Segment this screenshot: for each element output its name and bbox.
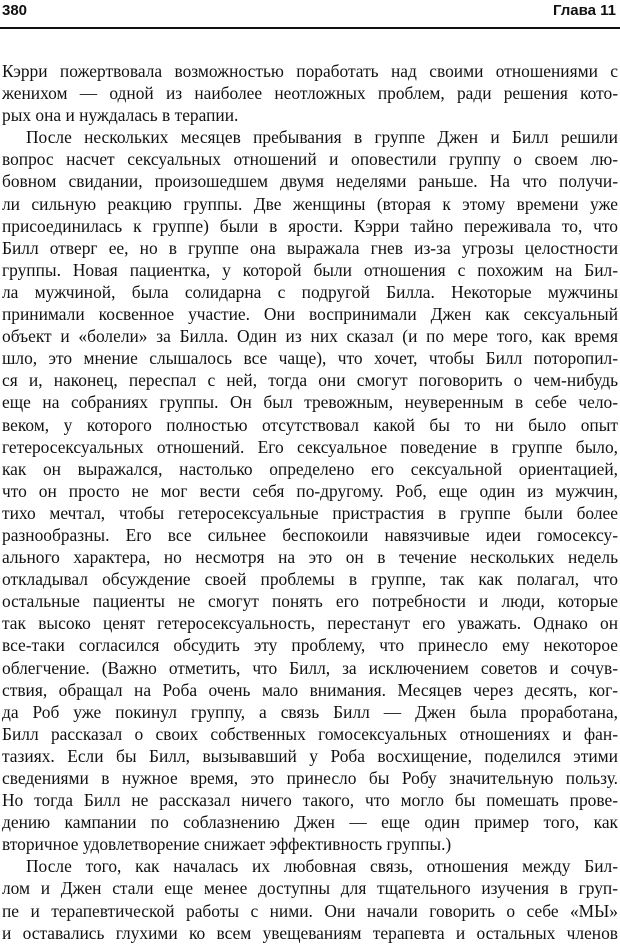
text-line: вторичное удовлетворение снижает эффективность группы.) <box>2 834 452 855</box>
text-line: объект и «болели» за Билла. Один из них сказал (и по мере того, как время <box>2 326 618 347</box>
text-line: веком, у которого полностью отсутствовал какой бы то ни было опыт <box>2 414 618 435</box>
running-head <box>0 0 620 26</box>
text-line: бовном свидании, произошедшем двумя неделями раньше. На что получи- <box>2 171 618 192</box>
text-line: Билл отверг ее, но в группе она выражала гнев из-за угрозы целостности <box>2 237 618 258</box>
text-line: ся и, наконец, переспал с ней, тогда они смогут поговорить о чем-нибудь <box>2 370 618 391</box>
text-line: облегчение. (Важно отметить, что Билл, за исключением советов и сочув- <box>2 657 618 678</box>
text-line: ствия, обращал на Роба очень мало внимания. Месяцев через десять, ког- <box>2 679 618 700</box>
text-line: тазиях. Если бы Билл, вызывавший у Роба восхищение, поделился этими <box>2 745 618 766</box>
text-line: остальные пациенты не смогут понять его потребности и люди, которые <box>2 591 618 612</box>
text-line: что он просто не мог вести себя по-другому. Роб, еще один из мужчин, <box>2 480 618 501</box>
text-line: еще на собраниях группы. Он был тревожным, неуверенным в себе чело- <box>2 392 618 413</box>
text-line: Кэрри пожертвовала возможностью поработать над своими отношениями с <box>2 61 618 81</box>
text-line: тихо мечтал, чтобы гетеросексуальные пристрастия в группе были более <box>2 502 618 523</box>
text-line: Но тогда Билл не рассказал ничего такого, что могло бы помешать прове- <box>2 790 618 811</box>
text-line: и оставались глухими ко всем увещеваниям терапевта и остальных членов <box>2 922 618 943</box>
text-line: Билл рассказал о своих собственных гомосексуальных отношениях и фан- <box>2 723 618 744</box>
text-line: вопрос насчет сексуальных отношений и оповестили группу о своем лю- <box>2 149 618 170</box>
text-line: После нескольких месяцев пребывания в группе Джен и Билл решили <box>26 127 618 148</box>
text-line: как он выражался, настолько определено его сексуальной ориентацией, <box>2 458 618 479</box>
text-line: присоединилась к группе) были в ярости. Кэрри тайно переживала то, что <box>2 215 618 236</box>
text-line: ального характера, но несмотря на это он в течение нескольких недель <box>2 547 618 568</box>
text-line: рых она и нуждалась в терапии. <box>2 105 239 126</box>
text-line: После того, как началась их любовная связь, отношения между Бил- <box>26 856 618 877</box>
text-line: пе и терапевтической работы с ними. Они начали говорить о себе «МЫ» <box>2 900 618 921</box>
text-line: все-таки согласился обсудить эту проблему, что принесло ему некоторое <box>2 635 618 656</box>
text-line: принимали косвенное участие. Они воспринимали Джен как сексуальный <box>2 304 618 325</box>
text-line: сведениями в нужное время, это принесло бы Робу значительную пользу. <box>2 768 618 788</box>
text-line: группы. Новая пациентка, у которой были отношения с похожим на Бил- <box>2 259 618 280</box>
text-line: разнообразны. Его все сильнее беспокоили навязчивые идеи гомосексу- <box>2 524 618 545</box>
text-line: ли сильную реакцию группы. Две женщины (вторая к этому времени уже <box>2 193 618 214</box>
text-line: дению кампании по соблазнению Джен — еще один пример того, как <box>2 812 618 833</box>
text-line: так высоко ценят гетеросексуальность, перестанут его уважать. Однако он <box>2 613 618 634</box>
text-line: женихом — одной из наиболее неотложных проблем, ради решения кото- <box>2 83 618 104</box>
text-line: да Роб уже покинул группу, а связь Билл — Джен была проработана, <box>2 701 618 722</box>
body-text <box>2 60 618 944</box>
header-rule <box>0 27 620 29</box>
text-line: ла мужчиной, была солидарна с подругой Билла. Некоторые мужчины <box>2 281 618 302</box>
text-line: лом и Джен стали еще менее доступны для тщательного изучения в груп- <box>2 878 618 899</box>
text-line: шло, это мнение слышалось все чаще), что хочет, чтобы Билл поторопил- <box>2 348 618 369</box>
text-line: откладывал обсуждение своей проблемы в группе, так как полагал, что <box>2 569 618 590</box>
text-line: гетеросексуальных отношений. Его сексуальное поведение в группе было, <box>2 436 618 457</box>
page-number: 380 <box>2 2 28 19</box>
chapter-label: Глава 11 <box>552 2 616 19</box>
